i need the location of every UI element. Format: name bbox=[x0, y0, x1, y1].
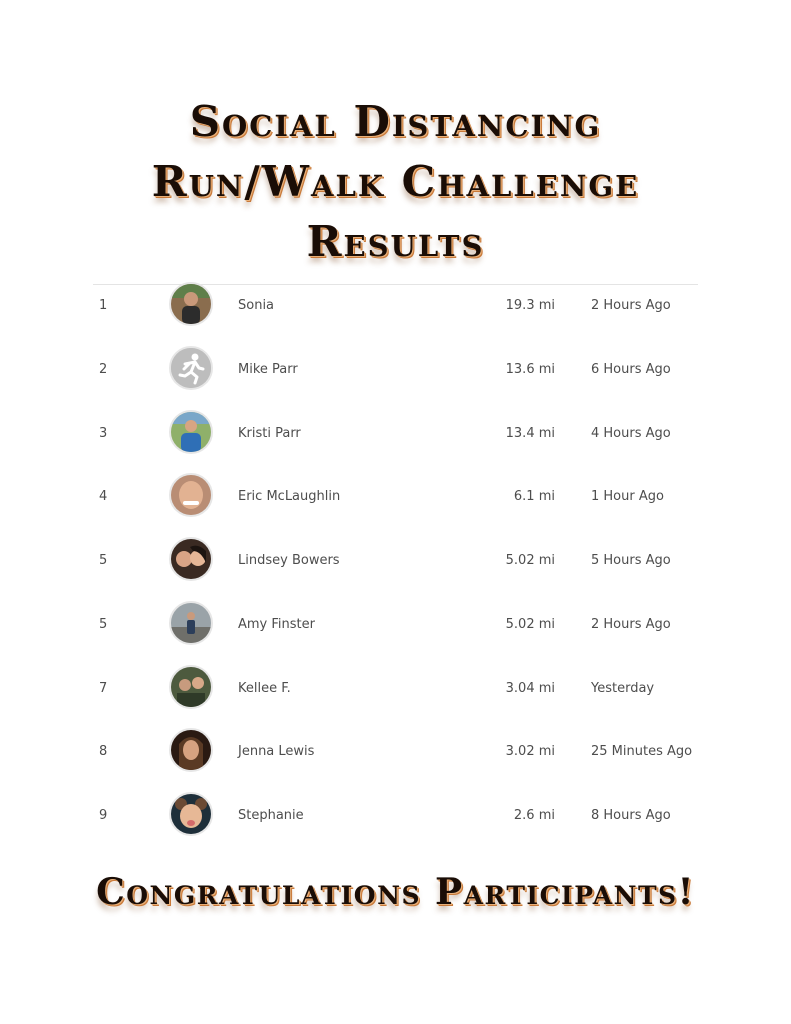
participant-name[interactable]: Kristi Parr bbox=[238, 425, 301, 441]
distance: 3.02 mi bbox=[505, 744, 555, 760]
distance: 5.02 mi bbox=[505, 553, 555, 568]
participant-name[interactable]: Jenna Lewis bbox=[238, 744, 315, 760]
leaderboard-row[interactable] bbox=[93, 784, 698, 848]
leaderboard-row[interactable] bbox=[93, 274, 698, 338]
page-title bbox=[0, 92, 791, 272]
leaderboard-row[interactable] bbox=[93, 402, 698, 466]
participant-name[interactable]: Mike Parr bbox=[238, 361, 298, 377]
avatar[interactable] bbox=[169, 410, 213, 454]
rank: 5 bbox=[99, 616, 108, 632]
rank: 1 bbox=[99, 298, 108, 313]
avatar[interactable] bbox=[169, 282, 213, 326]
rank: 2 bbox=[99, 361, 108, 377]
participant-name[interactable]: Lindsey Bowers bbox=[238, 553, 340, 568]
time-ago: 8 Hours Ago bbox=[591, 808, 671, 823]
leaderboard-row[interactable] bbox=[93, 465, 698, 529]
avatar[interactable] bbox=[169, 792, 213, 836]
participant-name[interactable]: Stephanie bbox=[238, 808, 304, 823]
time-ago: 25 Minutes Ago bbox=[591, 744, 693, 760]
distance: 19.3 mi bbox=[505, 298, 555, 313]
time-ago: 2 Hours Ago bbox=[591, 298, 671, 313]
leaderboard-list bbox=[93, 274, 698, 848]
time-ago: Yesterday bbox=[591, 680, 655, 696]
participant-name[interactable]: Amy Finster bbox=[238, 616, 315, 632]
runner-icon[interactable] bbox=[169, 346, 213, 390]
participant-name[interactable]: Sonia bbox=[238, 298, 275, 313]
congratulations-banner: Congratulations Participants! bbox=[96, 871, 695, 913]
rank: 9 bbox=[99, 808, 108, 823]
avatar[interactable] bbox=[169, 537, 213, 581]
rank: 7 bbox=[99, 680, 108, 696]
participant-name[interactable]: Eric McLaughlin bbox=[238, 489, 341, 505]
title-line-3: Results bbox=[306, 217, 485, 266]
time-ago: 2 Hours Ago bbox=[591, 616, 671, 632]
avatar[interactable] bbox=[169, 728, 213, 772]
title-line-2: Run/Walk Challenge bbox=[151, 157, 640, 206]
distance: 3.04 mi bbox=[505, 680, 555, 696]
distance: 5.02 mi bbox=[505, 616, 555, 632]
rank: 5 bbox=[99, 553, 108, 568]
rank: 3 bbox=[99, 425, 108, 441]
time-ago: 6 Hours Ago bbox=[591, 361, 671, 377]
distance: 13.6 mi bbox=[505, 361, 555, 377]
avatar[interactable] bbox=[169, 601, 213, 645]
leaderboard-row[interactable] bbox=[93, 338, 698, 402]
distance: 6.1 mi bbox=[513, 489, 555, 505]
avatar[interactable] bbox=[169, 473, 213, 517]
distance: 2.6 mi bbox=[513, 808, 555, 823]
participant-name[interactable]: Kellee F. bbox=[238, 680, 291, 696]
time-ago: 1 Hour Ago bbox=[591, 489, 664, 505]
rank: 8 bbox=[99, 744, 108, 760]
leaderboard-row[interactable] bbox=[93, 657, 698, 721]
leaderboard-row[interactable] bbox=[93, 529, 698, 593]
rank: 4 bbox=[99, 489, 108, 505]
leaderboard-row[interactable] bbox=[93, 593, 698, 657]
avatar[interactable] bbox=[169, 665, 213, 709]
distance: 13.4 mi bbox=[505, 425, 555, 441]
time-ago: 4 Hours Ago bbox=[591, 425, 671, 441]
title-line-1: Social Distancing bbox=[189, 97, 602, 146]
time-ago: 5 Hours Ago bbox=[591, 553, 671, 568]
leaderboard-row[interactable] bbox=[93, 720, 698, 784]
